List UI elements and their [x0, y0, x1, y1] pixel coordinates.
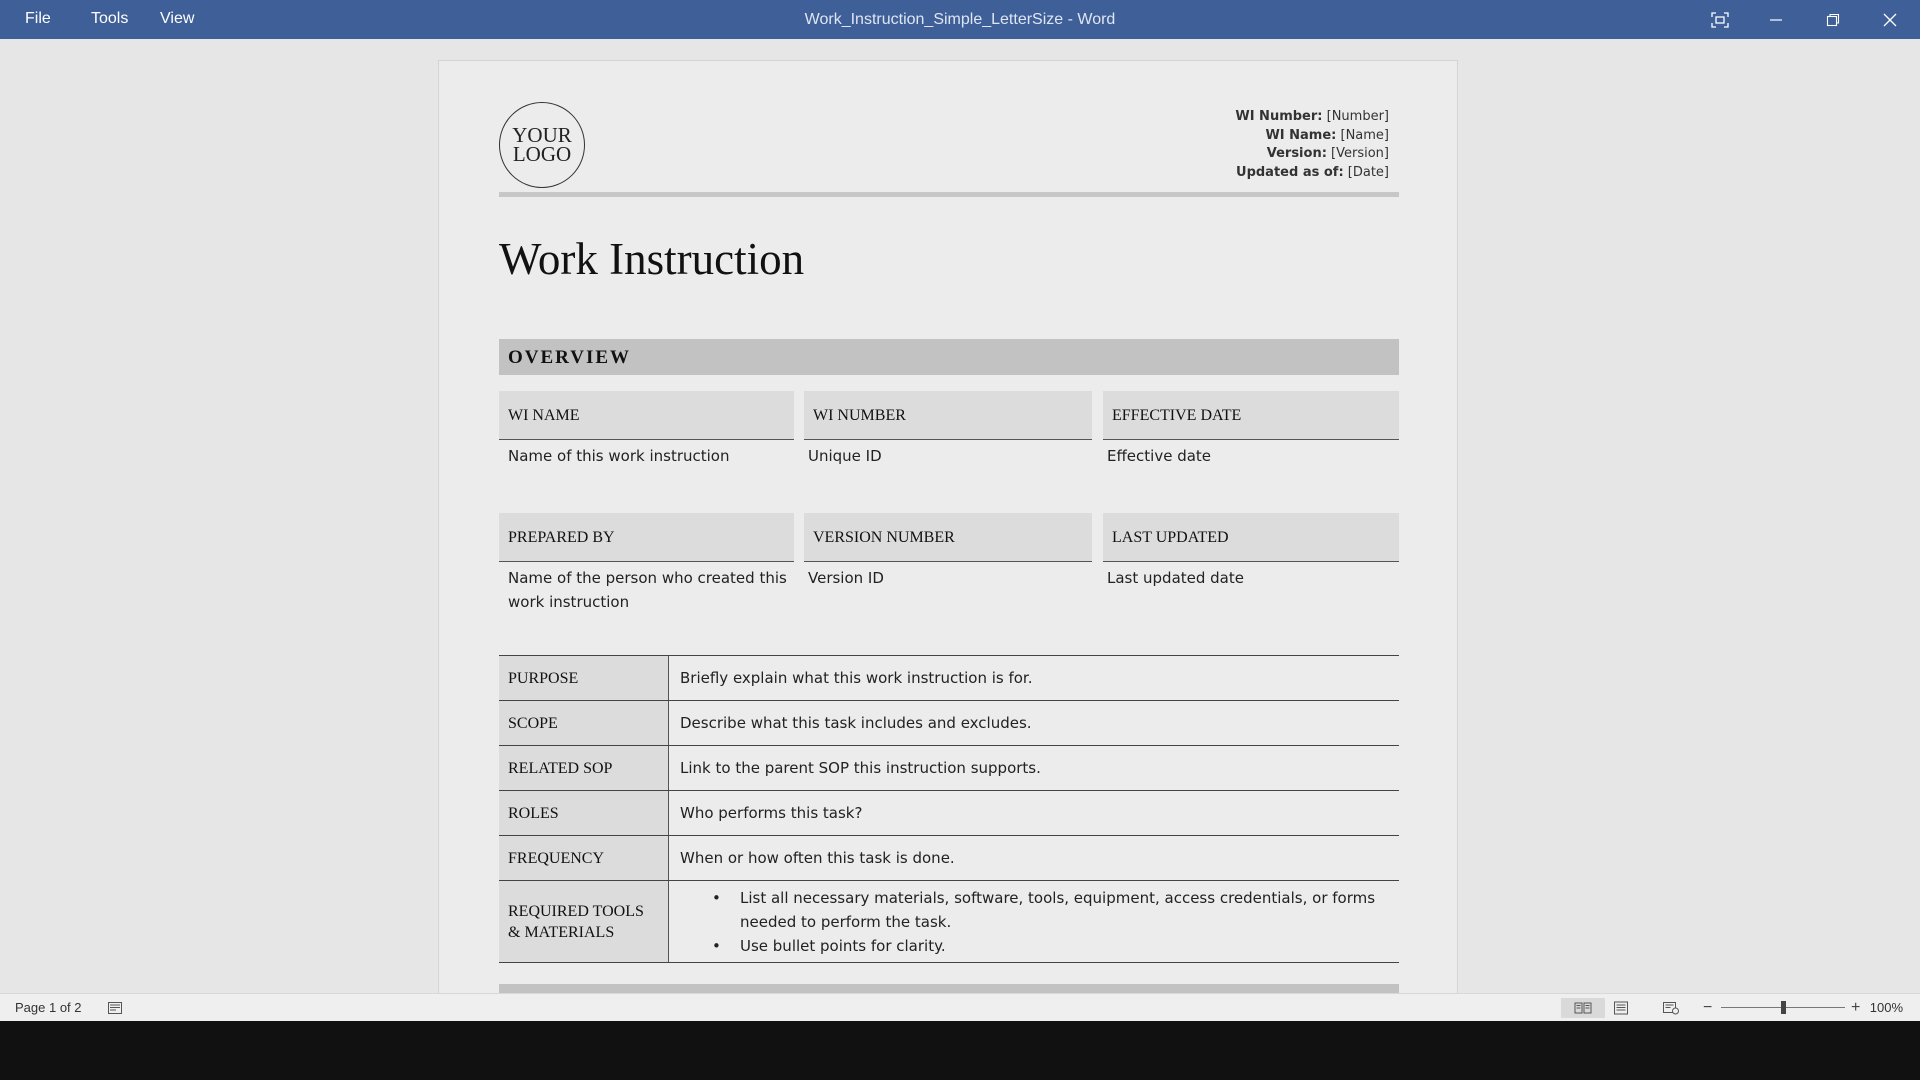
document-page[interactable] — [439, 61, 1457, 1061]
overview-value-effective-date[interactable]: Effective date — [1107, 447, 1212, 465]
overview-header-version-number — [804, 513, 1092, 562]
document-workspace[interactable] — [0, 39, 1920, 993]
table-row-purpose — [499, 656, 1399, 701]
header-divider — [499, 192, 1399, 197]
list-item[interactable] — [680, 886, 1380, 934]
row-label: REQUIRED TOOLS & MATERIALS — [499, 881, 669, 962]
meta-label: Updated as of: — [1236, 164, 1344, 180]
window-title: Work_Instruction_Simple_LetterSize - Word — [804, 11, 1116, 28]
field-label: PREPARED BY — [508, 529, 615, 546]
overview-value-wi-number[interactable]: Unique ID — [808, 447, 882, 465]
overview-value-last-updated[interactable]: Last updated date — [1107, 569, 1244, 587]
row-value[interactable]: When or how often this task is done. — [680, 849, 955, 867]
print-layout-button[interactable] — [1610, 998, 1632, 1018]
field-label: WI NAME — [508, 407, 580, 424]
overview-value-wi-name[interactable]: Name of this work instruction — [508, 447, 730, 465]
menu-view[interactable]: View — [160, 10, 195, 27]
print-layout-icon — [1613, 1001, 1629, 1015]
overview-value-prepared-by[interactable]: Name of the person who created this work instruction — [508, 569, 787, 611]
web-layout-button[interactable] — [1660, 998, 1682, 1018]
meta-label: WI Name: — [1265, 127, 1337, 143]
web-layout-icon — [1662, 1001, 1680, 1015]
bullet-list[interactable] — [680, 886, 1380, 958]
restore-icon — [1826, 13, 1840, 27]
row-label: ROLES — [499, 791, 669, 835]
title-bar — [0, 0, 1920, 39]
focus-mode-icon — [1711, 12, 1729, 28]
bullet-icon: • — [712, 889, 721, 907]
zoom-in-button[interactable]: + — [1851, 999, 1861, 1016]
logo-placeholder — [499, 102, 585, 188]
meta-wi-number — [1235, 108, 1389, 127]
overview-header-wi-number — [804, 391, 1092, 440]
row-value[interactable]: Briefly explain what this work instruction is for. — [680, 669, 1033, 687]
close-button[interactable] — [1862, 0, 1918, 39]
minimize-icon — [1769, 13, 1783, 27]
proofing-button[interactable] — [104, 998, 126, 1018]
zoom-out-button[interactable]: − — [1703, 999, 1713, 1016]
meta-value: [Name] — [1340, 127, 1389, 143]
meta-label: WI Number: — [1235, 109, 1323, 124]
table-row-scope — [499, 701, 1399, 746]
minimize-button[interactable] — [1748, 0, 1804, 39]
bullet-icon: • — [712, 937, 721, 955]
field-label: VERSION NUMBER — [813, 529, 955, 546]
overview-header-wi-name — [499, 391, 794, 440]
taskbar-area — [0, 1021, 1920, 1080]
meta-label: Version: — [1266, 146, 1327, 161]
list-item-text: Use bullet points for clarity. — [740, 937, 946, 955]
table-row-roles — [499, 791, 1399, 836]
row-label: FREQUENCY — [499, 836, 669, 880]
row-label: RELATED SOP — [499, 746, 669, 790]
zoom-level[interactable]: 100% — [1869, 1000, 1903, 1015]
overview-header-effective-date — [1103, 391, 1399, 440]
field-label: LAST UPDATED — [1112, 529, 1229, 546]
row-value[interactable]: Who performs this task? — [680, 804, 863, 822]
table-row-required-tools — [499, 881, 1399, 963]
meta-value: [Date] — [1347, 164, 1389, 180]
focus-mode-button[interactable] — [1692, 0, 1748, 39]
row-value[interactable]: Describe what this task includes and excludes. — [680, 714, 1032, 732]
section-heading-text: OVERVIEW — [508, 347, 632, 368]
details-table — [499, 655, 1399, 963]
logo-text-line2: LOGO — [512, 142, 572, 166]
zoom-slider-thumb[interactable] — [1781, 1001, 1786, 1014]
list-item-text: List all necessary materials, software, tools, equipment, access credentials, or forms needed to perform the task. — [740, 889, 1376, 931]
restore-button[interactable] — [1805, 0, 1861, 39]
row-value[interactable]: Link to the parent SOP this instruction supports. — [680, 759, 1041, 777]
read-mode-icon — [1574, 1001, 1592, 1015]
page-count[interactable]: Page 1 of 2 — [15, 1000, 82, 1015]
row-label: SCOPE — [499, 701, 669, 745]
menu-file[interactable]: File — [25, 10, 51, 27]
meta-version — [1235, 145, 1389, 164]
overview-value-version-number[interactable]: Version ID — [808, 569, 884, 587]
row-label: PURPOSE — [499, 656, 669, 700]
read-mode-button[interactable] — [1561, 998, 1605, 1018]
meta-updated — [1235, 164, 1389, 183]
meta-value: [Version] — [1331, 146, 1389, 161]
status-bar — [0, 993, 1920, 1022]
header-metadata — [1235, 108, 1389, 182]
table-row-frequency — [499, 836, 1399, 881]
proofing-icon — [107, 1001, 123, 1015]
section-heading-overview — [499, 339, 1399, 375]
document-title: Work Instruction — [499, 234, 805, 284]
overview-header-prepared-by — [499, 513, 794, 562]
field-label: WI NUMBER — [813, 407, 906, 424]
menu-tools[interactable]: Tools — [91, 10, 129, 27]
meta-value: [Number] — [1326, 109, 1389, 124]
table-row-related-sop — [499, 746, 1399, 791]
close-icon — [1883, 13, 1897, 27]
overview-header-last-updated — [1103, 513, 1399, 562]
meta-wi-name — [1235, 127, 1389, 146]
logo-text-line1: YOUR — [512, 123, 572, 147]
list-item[interactable] — [680, 934, 1380, 958]
field-label: EFFECTIVE DATE — [1112, 407, 1242, 424]
